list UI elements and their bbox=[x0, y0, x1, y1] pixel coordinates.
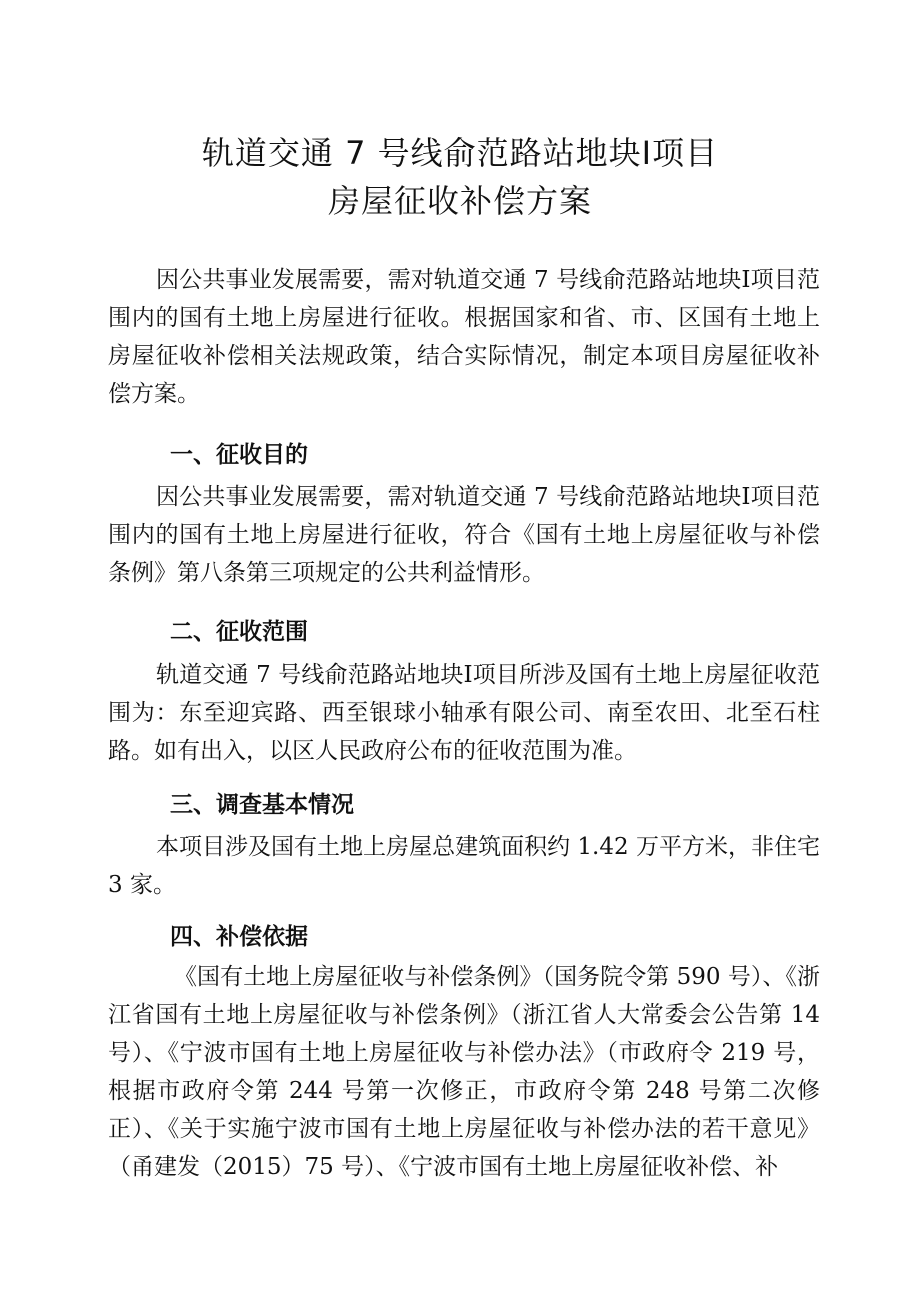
intro-paragraph: 因公共事业发展需要，需对轨道交通 7 号线俞范路站地块Ⅰ项目范围内的国有土地上房屋进行征收。根据国家和省、市、区国有土地上房屋征收补偿相关法规政策，结合实际情况，制定本项目房屋征收补偿方案。 bbox=[108, 267, 820, 407]
section-paragraph-survey: 本项目涉及国有土地上房屋总建筑面积约 1.42 万平方米，非住宅 3 家。 bbox=[108, 834, 820, 898]
section-heading-purpose: 一、征收目的 bbox=[170, 442, 308, 468]
section-paragraph-basis: 《国有土地上房屋征收与补偿条例》（国务院令第 590 号）、《浙江省国有土地上房屋征收与补偿条例》（浙江省人大常委会公告第 14 号）、《宁波市国有土地上房屋征收与补偿办法》（市政府令 219 号，根据市政府令第 244 号第一次修正，市政府令第 248 号第二次修正）、《关于实施宁波市国有土地上房屋征收与补偿办法的若干意见》（甬建发（2015）75 号）、《宁波市国有土地上房屋征收补偿、补 bbox=[108, 964, 820, 1180]
section-heading-scope: 二、征收范围 bbox=[170, 619, 308, 645]
document-title-line-2: 房屋征收补偿方案 bbox=[327, 182, 592, 220]
section-heading-basis: 四、补偿依据 bbox=[170, 924, 308, 950]
document-title-line-1: 轨道交通 7 号线俞范路站地块Ⅰ项目 bbox=[201, 134, 719, 172]
section-paragraph-purpose: 因公共事业发展需要，需对轨道交通 7 号线俞范路站地块Ⅰ项目范围内的国有土地上房屋进行征收，符合《国有土地上房屋征收与补偿条例》第八条第三项规定的公共利益情形。 bbox=[108, 484, 820, 586]
section-paragraph-scope: 轨道交通 7 号线俞范路站地块Ⅰ项目所涉及国有土地上房屋征收范围为：东至迎宾路、西至银球小轴承有限公司、南至农田、北至石柱路。如有出入，以区人民政府公布的征收范围为准。 bbox=[108, 662, 820, 764]
section-heading-survey: 三、调查基本情况 bbox=[170, 792, 354, 818]
